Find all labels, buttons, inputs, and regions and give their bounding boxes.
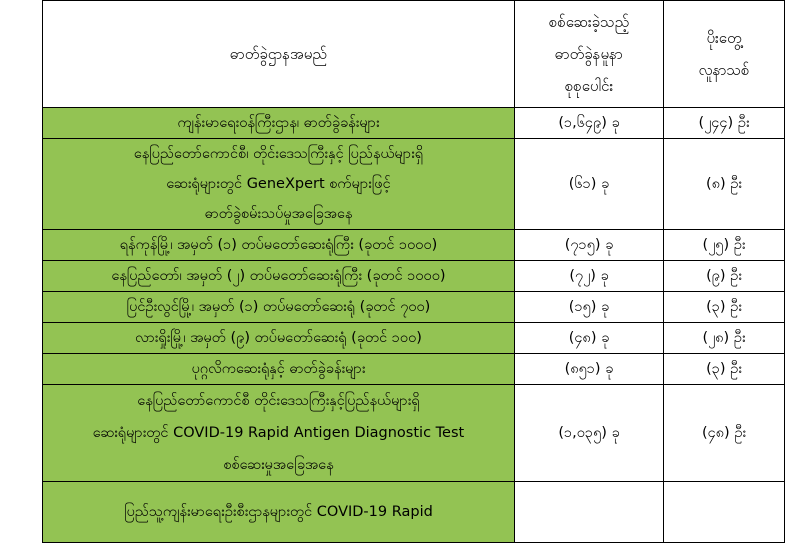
table-row [43, 261, 785, 292]
table-row [43, 292, 785, 323]
lab-name-line: ပုဂ္ဂလိကဆေးရုံနှင့် ဓာတ်ခွဲခန်းများ [191, 360, 366, 377]
patients-cell: (၂၅) ဦး [664, 230, 785, 261]
header-total-samples-line: စစ်ဆေးခဲ့သည့် [548, 13, 630, 31]
lab-name-cell [43, 139, 515, 230]
table-row [43, 482, 785, 543]
samples-cell: (၆၁) ခု [515, 139, 664, 230]
samples-cell: (၄၈) ခု [515, 323, 664, 354]
header-new-patients [664, 1, 785, 108]
table-row [43, 230, 785, 261]
lab-name-cell [43, 482, 515, 543]
samples-cell: (၁,၆၄၉) ခု [515, 108, 664, 139]
lab-name-line: ရန်ကုန်မြို့၊ အမှတ် (၁) တပ်မတော်ဆေးရုံကြီး (ခုတင် ၁၀၀၀) [119, 236, 438, 253]
lab-name-cell [43, 323, 515, 354]
lab-name-line: ကျန်းမာရေးဝန်ကြီးဌာန၊ ဓာတ်ခွဲခန်းများ [177, 114, 380, 131]
header-lab-name: ဓာတ်ခွဲဌာနအမည် [43, 1, 515, 108]
lab-name-cell [43, 354, 515, 385]
samples-cell: (၁၅) ခု [515, 292, 664, 323]
lab-name-line: နေပြည်တော်၊ အမှတ် (၂) တပ်မတော်ဆေးရုံကြီး (ခုတင် ၁၀၀၀) [111, 267, 446, 284]
table-row [43, 385, 785, 482]
covid-lab-results-table [42, 0, 785, 543]
header-total-samples [515, 1, 664, 108]
lab-name-line: လားရှိုးမြို့၊ အမှတ် (၉) တပ်မတော်ဆေးရုံ (ခုတင် ၁၀၀) [135, 329, 422, 346]
table-row [43, 139, 785, 230]
lab-name-line: နေပြည်တော်ကောင်စီ၊ တိုင်းဒေသကြီးနှင့် ပြည်နယ်များရှိ [133, 146, 424, 162]
lab-name-cell [43, 385, 515, 482]
patients-cell [664, 482, 785, 543]
header-total-samples-line: ဓာတ်ခွဲနမူနာ [555, 45, 623, 63]
samples-cell [515, 482, 664, 543]
table-row [43, 354, 785, 385]
lab-name-cell [43, 108, 515, 139]
patients-cell: (၃) ဦး [664, 354, 785, 385]
lab-name-cell [43, 292, 515, 323]
lab-name-line: ဆေးရုံများတွင် GeneXpert စက်များဖြင့် [166, 176, 391, 192]
lab-name-line: ဓာတ်ခွဲစမ်းသပ်မှုအခြေအနေ [204, 206, 353, 222]
lab-name-line: နေပြည်တော်ကောင်စီ တိုင်းဒေသကြီးနှင့်ပြည်နယ်များရှိ [137, 393, 420, 409]
lab-name-line: ဆေးရုံများတွင် COVID-19 Rapid Antigen Diagnostic Test [92, 425, 465, 441]
patients-cell: (၉) ဦး [664, 261, 785, 292]
patients-cell: (၂၈) ဦး [664, 323, 785, 354]
patients-cell: (၂၄၄) ဦး [664, 108, 785, 139]
patients-cell: (၃) ဦး [664, 292, 785, 323]
header-row [43, 1, 785, 108]
table-row [43, 323, 785, 354]
lab-name-line: စစ်ဆေးမှုအခြေအနေ [223, 457, 334, 473]
samples-cell: (၁,၀၃၅) ခု [515, 385, 664, 482]
lab-name-line: ပြည်သူ့ကျန်းမာရေးဦးစီးဌာနများတွင် COVID-19 Rapid [124, 504, 433, 520]
lab-name-cell [43, 261, 515, 292]
samples-cell: (၈၅၁) ခု [515, 354, 664, 385]
table-row [43, 108, 785, 139]
lab-name-cell [43, 230, 515, 261]
header-new-patients-line: လူနာသစ် [698, 61, 750, 79]
samples-cell: (၇၂) ခု [515, 261, 664, 292]
header-new-patients-line: ပိုးတွေ့ [706, 29, 742, 47]
samples-cell: (၇၁၅) ခု [515, 230, 664, 261]
patients-cell: (၄၈) ဦး [664, 385, 785, 482]
lab-name-line: ပြင်ဦးလွင်မြို့၊ အမှတ် (၁) တပ်မတော်ဆေးရုံ (ခုတင် ၇၀၀) [126, 298, 431, 315]
header-total-samples-line: စုစုပေါင်း [564, 77, 614, 95]
patients-cell: (၈) ဦး [664, 139, 785, 230]
